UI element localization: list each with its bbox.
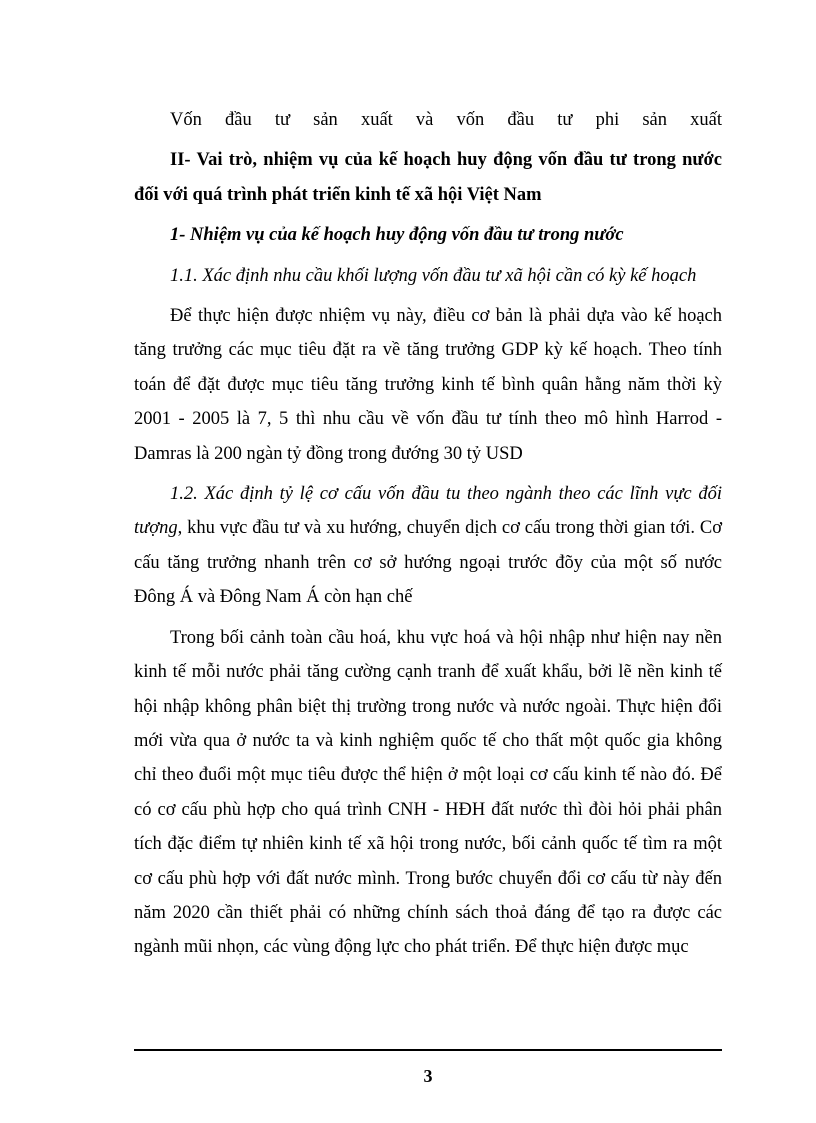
paragraph-line [134,511,722,545]
paragraph-line: Để thực hiện được nhiệm vụ này, điều cơ bản là phải dựa vào kế hoạch [170,306,722,327]
paragraph-3 [134,621,722,965]
page-number: 3 [423,1066,433,1086]
paragraph-line: chỉ theo đuổi một mục tiêu được thể hiện ở một loại cơ cấu kinh tế nào đó. Để [134,765,722,786]
section-heading-line-2: đối với quá trình phát triển kinh tế xã hội Việt Nam [134,184,542,205]
paragraph-line: tăng trưởng các mục tiêu đặt ra về tăng trưởng GDP kỳ kế hoạch. Theo tính [134,340,722,361]
section-heading-line-1: II- Vai trò, nhiệm vụ của kế hoạch huy động vốn đầu tư trong nước [170,150,722,171]
paragraph-line: toán để đặt được mục tiêu tăng trưởng kinh tế bình quân hằng năm thời kỳ [134,374,722,395]
paragraph-line: Trong bối cảnh toàn cầu hoá, khu vực hoá và hội nhập như hiện nay nền [170,627,722,648]
paragraph-line: năm 2020 cần thiết phải có những chính sách thoả đáng để tạo ra được các [134,902,722,923]
section-heading [134,143,722,212]
paragraph-line: cơ cấu phù hợp với đất nước mình. Trong bước chuyển đổi cơ cấu từ này đến [134,868,722,889]
paragraph-line: mới vừa qua ở nước ta và kinh nghiệm quốc tế cho thất một quốc gia không [134,730,722,751]
body-line: Vốn đầu tư sản xuất và vốn đầu tư phi sản xuất [170,110,722,130]
paragraph-line: 2001 - 2005 là 7, 5 thì nhu cầu về vốn đầu tư tính theo mô hình Harrod - [134,409,722,430]
paragraph-1 [134,299,722,471]
paragraph-line: Damras là 200 ngàn tỷ đồng trong đướng 30 tỷ USD [134,443,523,464]
paragraph-line: Đông Á và Đông Nam Á còn hạn chế [134,587,413,608]
paragraph-line: cấu tăng trưởng nhanh trên cơ sở hướng ngoại trước đõy của một số nước [134,552,722,573]
item-1-2-heading: 1.2. Xác định tỷ lệ cơ cấu vốn đầu tu theo ngành theo các lĩnh vực đối [170,484,722,505]
subsection-heading: 1- Nhiệm vụ của kế hoạch huy động vốn đầu tư trong nước [170,225,624,246]
paragraph-line: kinh tế mỗi nước phải tăng cường cạnh tranh để xuất khẩu, bởi lẽ nền kinh tế [134,662,722,683]
document-body [134,103,722,965]
item-1-1-heading: 1.1. Xác định nhu cầu khối lượng vốn đầu tư xã hội cần có kỳ kế hoạch [170,265,697,286]
paragraph-line: tích đặc điểm tự nhiên kinh tế xã hội trong nước, bối cảnh quốc tế tìm ra một [134,834,722,855]
paragraph-line: hội nhập không phân biệt thị trường trong nước và nước ngoài. Thực hiện đổi [134,696,722,717]
footer-divider [134,1049,722,1051]
paragraph-2 [134,477,722,615]
item-1-2-heading-end: tượng [134,518,178,539]
paragraph-text: , khu vực đầu tư và xu hướng, chuyển dịch cơ cấu trong thời gian tới. Cơ [177,518,722,539]
paragraph-line: có cơ cấu phù hợp cho quá trình CNH - HĐH đất nước thì đòi hỏi phải phân [134,799,722,820]
paragraph-line: ngành mũi nhọn, các vùng động lực cho phát triển. Để thực hiện được mục [134,937,689,958]
